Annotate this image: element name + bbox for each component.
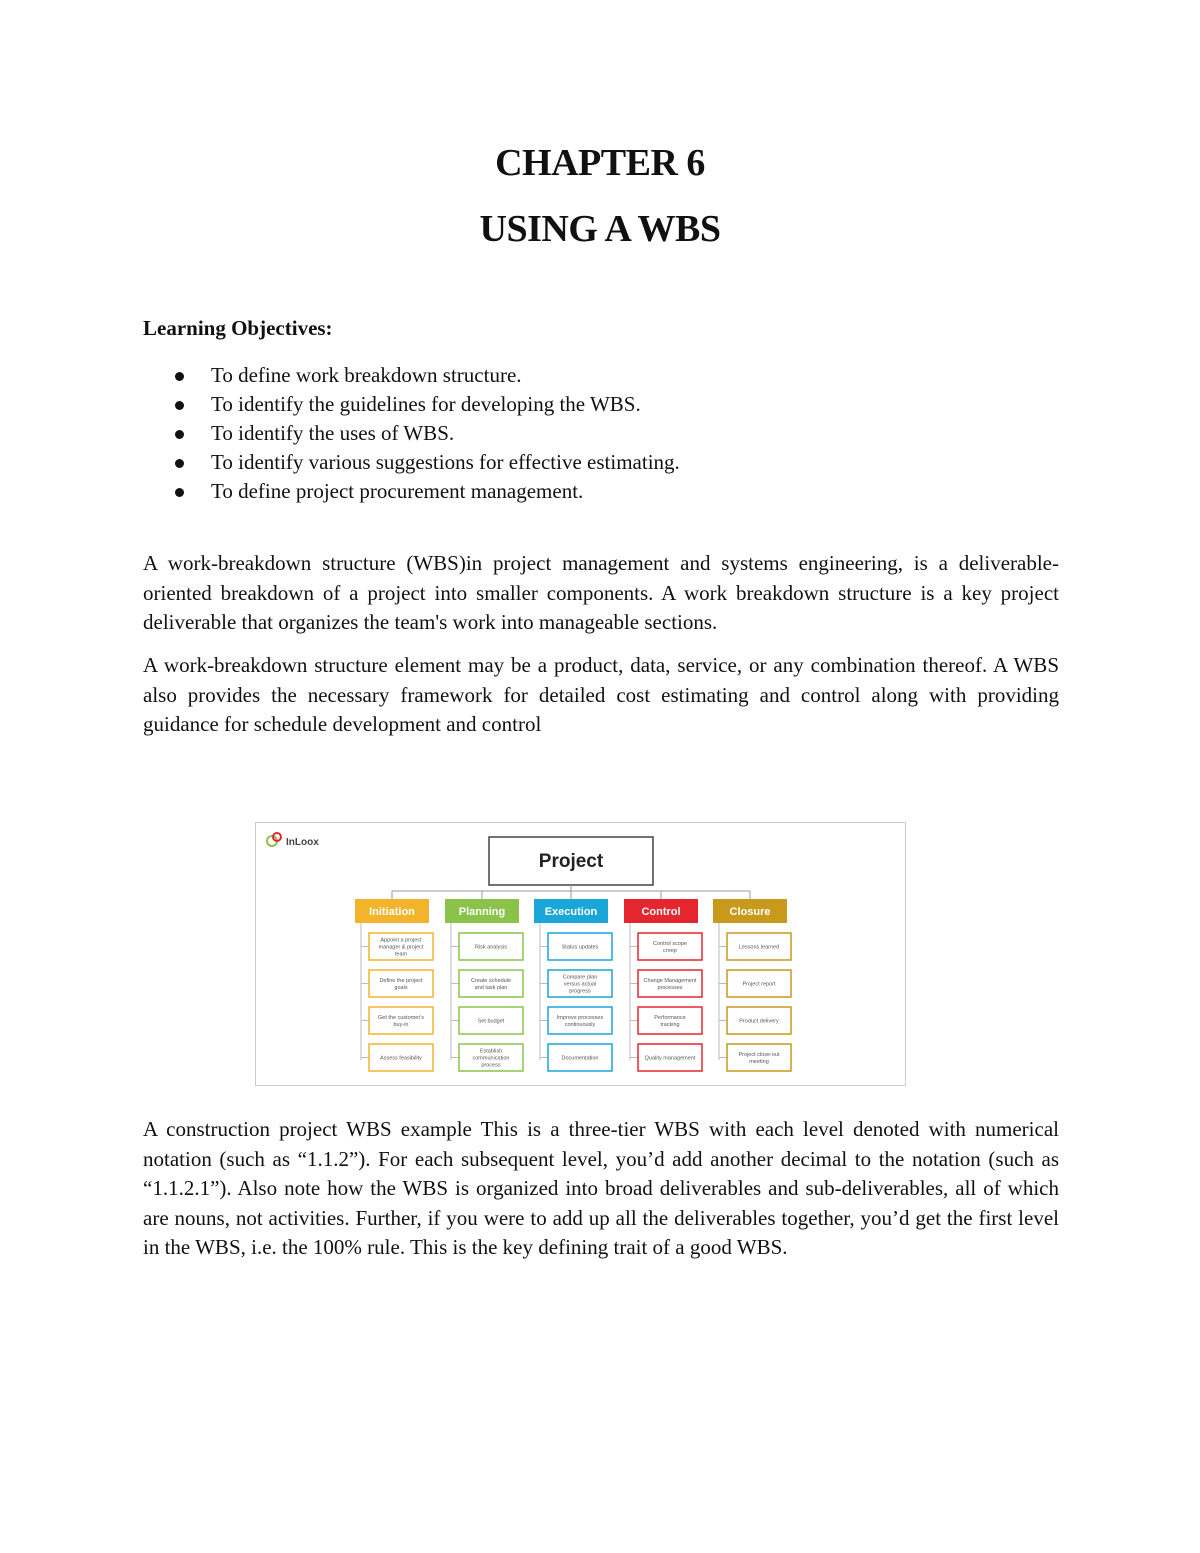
paragraph-construction-example: A construction project WBS example This is a three-tier WBS with each level denoted with numerical notation (such as “1.1.2”). For each subsequent level, you’d add another decimal to the notation (such as “1.1.2.1”). Also note how the WBS is organized into broad deliverables and sub-deliverables, all of which are nouns, not activities. Further, if you were to add up all the deliverables together, you’d get the first level in the WBS, i.e. the 100% rule. This is the key defining trait of a good WBS. — [143, 1117, 1059, 1259]
bullet-icon — [175, 372, 184, 381]
phase-label: Initiation — [369, 906, 415, 918]
objective-text: To define work breakdown structure. — [211, 363, 522, 387]
task-label: continuously — [564, 1022, 596, 1028]
task-label: progress — [569, 988, 591, 995]
bullet-icon — [175, 401, 184, 410]
list-item — [143, 361, 1063, 390]
wbs-diagram — [256, 823, 905, 1085]
task-label: Appoint a project — [380, 937, 422, 944]
learning-objectives-list — [143, 361, 1063, 506]
objective-text: To identify the guidelines for developing the WBS. — [211, 392, 641, 416]
task-label: tracking — [660, 1022, 680, 1028]
task-label: Change Management — [643, 978, 697, 984]
task-label: creep — [663, 948, 677, 954]
phase-label: Control — [641, 906, 681, 918]
paragraph-wbs-element: A work-breakdown structure element may be a product, data, service, or any combination thereof. A WBS also provides the necessary framework for detailed cost estimating and control along with providing guidance for schedule development and control — [143, 653, 1059, 736]
task-label: communication — [472, 1055, 510, 1062]
objective-text: To define project procurement management. — [211, 479, 584, 503]
task-label: process — [481, 1062, 501, 1069]
list-item — [143, 390, 1063, 419]
list-item — [143, 477, 1063, 506]
task-label: Project close-out — [738, 1052, 780, 1058]
phase-label: Execution — [544, 906, 598, 918]
learning-objectives-heading: Learning Objectives: — [143, 316, 333, 340]
task-label: Define the project — [379, 978, 423, 984]
task-label: Create schedule — [470, 978, 512, 984]
task-label: Establish — [479, 1048, 503, 1055]
task-label: Control scope — [653, 941, 687, 947]
task-label: processes — [657, 985, 683, 991]
phase-label: Closure — [729, 906, 771, 918]
objective-text: To identify the uses of WBS. — [211, 421, 455, 445]
task-label: Risk analysis — [474, 944, 508, 951]
chapter-title: CHAPTER 6 — [495, 142, 705, 184]
task-label: Assess feasibility — [380, 1055, 422, 1062]
task-label: Set budget — [477, 1018, 505, 1025]
task-label: goals — [394, 985, 408, 991]
task-label: manager & project — [378, 944, 424, 951]
task-label: Documentation — [561, 1055, 599, 1062]
paragraph-wbs-definition: A work-breakdown structure (WBS)in project management and systems engineering, is a deliverable-oriented breakdown of a project into smaller components. A work breakdown structure is a key project deliverable that organizes the team's work into manageable sections. — [143, 551, 1059, 634]
task-label: Improve processes — [556, 1015, 604, 1021]
phase-label: Planning — [458, 906, 506, 918]
list-item — [143, 448, 1063, 477]
task-label: Compare plan — [562, 974, 598, 981]
logo-text: InLoox — [286, 837, 319, 848]
task-label: meeting — [749, 1059, 769, 1065]
bullet-icon — [175, 430, 184, 439]
wbs-diagram-figure — [255, 822, 906, 1086]
task-label: and task plan — [474, 985, 508, 991]
task-label: Lessons learned — [738, 944, 780, 951]
task-label: team — [394, 951, 408, 958]
task-label: Get the customer's — [378, 1015, 424, 1021]
task-label: Performance — [654, 1015, 686, 1021]
bullet-icon — [175, 459, 184, 468]
task-label: Status updates — [561, 944, 599, 951]
task-label: Product delivery — [739, 1018, 779, 1025]
task-label: versus actual — [563, 981, 597, 988]
chapter-subtitle: USING A WBS — [479, 208, 721, 250]
objective-text: To identify various suggestions for effective estimating. — [211, 450, 680, 474]
bullet-icon — [175, 488, 184, 497]
wbs-root-label: Project — [538, 851, 604, 872]
list-item — [143, 419, 1063, 448]
task-label: buy-in — [393, 1022, 409, 1028]
task-label: Quality management — [644, 1055, 696, 1062]
task-label: Project report — [742, 981, 776, 988]
